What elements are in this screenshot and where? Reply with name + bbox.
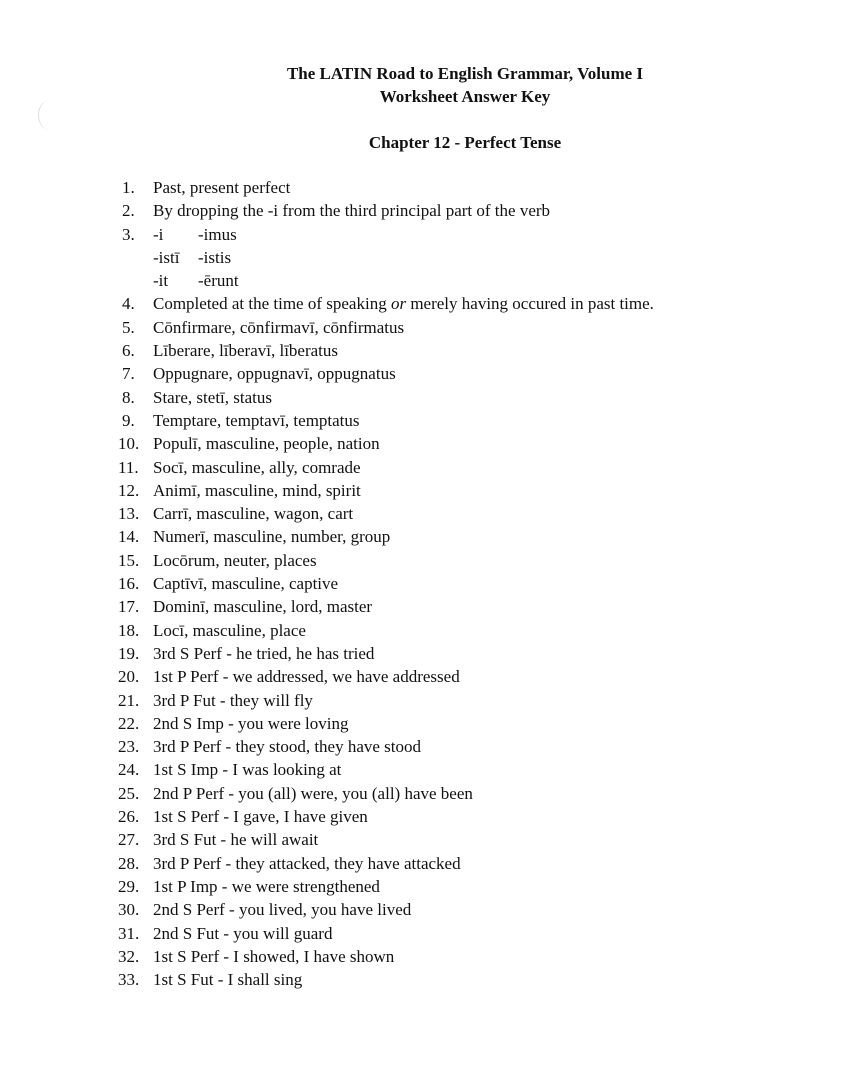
answer-item <box>118 945 654 968</box>
answer-text: Temptare, temptavī, temptatus <box>153 410 360 430</box>
answer-text: Stare, stetī, status <box>153 387 272 407</box>
chapter-heading: Chapter 12 - Perfect Tense <box>368 133 562 152</box>
answer-number: 7. <box>122 364 135 384</box>
answer-item <box>118 782 654 805</box>
answer-number: 23. <box>118 737 140 757</box>
answer-text: 3rd P Perf - they attacked, they have attacked <box>153 853 461 873</box>
answer-item <box>118 549 654 572</box>
answer-number: 11. <box>118 457 139 477</box>
answer-number: 9. <box>122 410 135 430</box>
answer-number: 31. <box>118 923 140 943</box>
answer-number: 32. <box>118 946 140 966</box>
answer-number: 15. <box>118 550 140 570</box>
answer-item <box>118 922 654 945</box>
document-title: The LATIN Road to English Grammar, Volume I <box>286 64 644 83</box>
answer-number: 2. <box>122 201 135 221</box>
answer-emphasis: or <box>390 294 407 314</box>
answer-number: 5. <box>122 317 135 337</box>
plural-ending: -istis <box>198 247 232 267</box>
answer-item <box>118 409 654 432</box>
answer-item <box>118 712 654 735</box>
answer-number: 24. <box>118 760 140 780</box>
answer-number: 21. <box>118 690 140 710</box>
answer-text: 1st S Perf - I showed, I have shown <box>153 946 395 966</box>
singular-ending: -istī <box>153 247 180 267</box>
answer-item <box>118 223 654 246</box>
answer-item <box>118 852 654 875</box>
answer-item <box>118 805 654 828</box>
answer-number: 10. <box>118 434 140 454</box>
answer-text: 3rd P Fut - they will fly <box>153 690 313 710</box>
answer-text: Dominī, masculine, lord, master <box>153 597 373 617</box>
answer-number: 25. <box>118 783 140 803</box>
answer-text: 1st S Fut - I shall sing <box>153 970 303 990</box>
answer-item <box>118 665 654 688</box>
answer-item <box>118 502 654 525</box>
answer-item <box>118 968 654 991</box>
answer-item <box>118 362 654 385</box>
answer-item <box>118 875 654 898</box>
answer-item <box>118 595 654 618</box>
answer-item <box>118 828 654 851</box>
answer-item <box>118 758 654 781</box>
answer-item <box>118 479 654 502</box>
answer-item <box>118 176 654 199</box>
answer-number: 26. <box>118 807 140 827</box>
answer-text: 3rd S Fut - he will await <box>153 830 319 850</box>
answer-text: Cōnfirmare, cōnfirmavī, cōnfirmatus <box>153 317 405 337</box>
answer-number: 30. <box>118 900 140 920</box>
answer-item <box>118 199 654 222</box>
answer-text: Līberare, līberavī, līberatus <box>153 341 339 361</box>
answer-text: Locī, masculine, place <box>153 620 306 640</box>
answer-text: Carrī, masculine, wagon, cart <box>153 504 354 524</box>
answer-item <box>118 456 654 479</box>
answer-list <box>118 176 654 991</box>
answer-text: Past, present perfect <box>153 178 291 197</box>
answer-text: Captīvī, masculine, captive <box>153 574 339 594</box>
answer-text: Locōrum, neuter, places <box>153 550 317 570</box>
answer-item <box>118 525 654 548</box>
plural-ending: -ērunt <box>198 271 239 291</box>
answer-number: 20. <box>118 667 140 687</box>
answer-item <box>118 269 654 292</box>
answer-number: 6. <box>122 341 135 361</box>
answer-text: 1st P Imp - we were strengthened <box>153 876 380 896</box>
answer-text: 1st S Perf - I gave, I have given <box>153 807 368 827</box>
answer-item <box>118 898 654 921</box>
answer-item <box>118 316 654 339</box>
answer-text: merely having occured in past time. <box>406 294 654 314</box>
answer-number: 27. <box>118 830 140 850</box>
answer-item <box>118 642 654 665</box>
answer-text: 3rd P Perf - they stood, they have stood <box>153 737 422 757</box>
answer-item <box>118 339 654 362</box>
answer-text: 2nd S Fut - you will guard <box>153 923 333 943</box>
answer-text: 1st P Perf - we addressed, we have addressed <box>153 667 460 687</box>
answer-text: Numerī, masculine, number, group <box>153 527 391 547</box>
answer-number: 14. <box>118 527 140 547</box>
answer-text: Animī, masculine, mind, spirit <box>153 480 361 500</box>
answer-number: 1. <box>122 178 135 197</box>
answer-number: 29. <box>118 876 140 896</box>
answer-text: 2nd P Perf - you (all) were, you (all) have been <box>153 783 473 803</box>
answer-item <box>118 619 654 642</box>
plural-ending: -imus <box>198 224 237 244</box>
answer-text: 3rd S Perf - he tried, he has tried <box>153 643 375 663</box>
answer-item <box>118 735 654 758</box>
answer-text: Socī, masculine, ally, comrade <box>153 457 361 477</box>
singular-ending: -it <box>153 271 169 291</box>
answer-number: 8. <box>122 387 135 407</box>
answer-number: 4. <box>122 294 135 314</box>
answer-number: 19. <box>118 643 140 663</box>
document-subtitle: Worksheet Answer Key <box>379 87 551 106</box>
answer-item <box>118 386 654 409</box>
answer-item <box>118 432 654 455</box>
answer-text: 1st S Imp - I was looking at <box>153 760 342 780</box>
answer-text: 2nd S Perf - you lived, you have lived <box>153 900 412 920</box>
answer-number: 12. <box>118 480 140 500</box>
answer-number: 16. <box>118 574 140 594</box>
answer-number: 28. <box>118 853 140 873</box>
answer-number: 3. <box>122 224 135 244</box>
answer-item <box>118 572 654 595</box>
answer-number: 22. <box>118 713 140 733</box>
answer-text: Completed at the time of speaking <box>153 294 391 314</box>
answer-number: 33. <box>118 970 140 990</box>
answer-text: 2nd S Imp - you were loving <box>153 713 349 733</box>
answer-item <box>118 292 654 315</box>
answer-text: Oppugnare, oppugnavī, oppugnatus <box>153 364 396 384</box>
answer-number: 13. <box>118 504 140 524</box>
answer-item <box>118 689 654 712</box>
answer-number: 18. <box>118 620 140 640</box>
answer-item <box>118 246 654 269</box>
answer-number: 17. <box>118 597 140 617</box>
answer-text: By dropping the -i from the third principal part of the verb <box>153 201 551 221</box>
singular-ending: -i <box>153 224 164 244</box>
answer-text: Populī, masculine, people, nation <box>153 434 380 454</box>
